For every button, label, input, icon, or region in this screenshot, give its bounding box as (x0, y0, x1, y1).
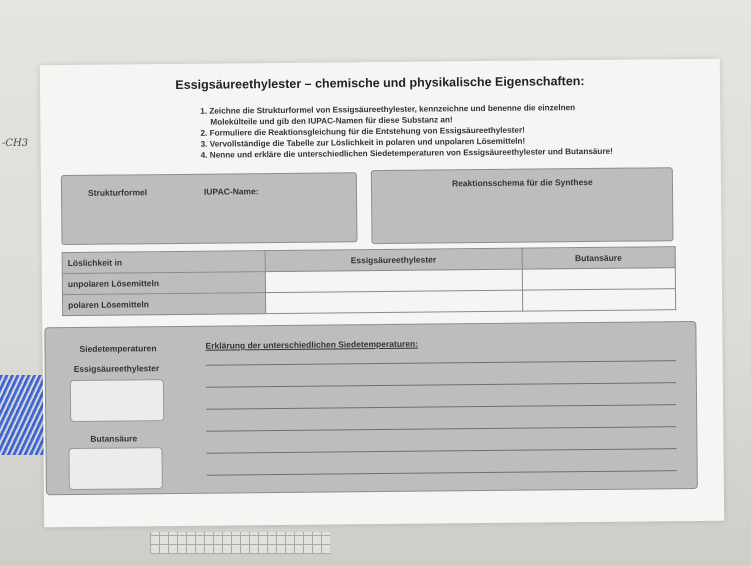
structure-formula-box[interactable] (61, 172, 358, 245)
table-row (63, 289, 676, 316)
substance-label-ester: Essigsäureethylester (73, 363, 160, 374)
answer-line[interactable] (207, 448, 677, 454)
task-1: 1. Zeichne die Strukturformel von Essigsäureethylester, kennzeichne und benenne die einzelnen (200, 103, 576, 116)
answer-line[interactable] (206, 382, 676, 388)
table-cell[interactable] (265, 269, 522, 292)
table-column-header: Butansäure (522, 247, 676, 269)
table-column-header: Essigsäureethylester (265, 248, 522, 271)
solubility-table (62, 246, 677, 316)
structure-formula-label: Strukturformel (87, 187, 148, 198)
boiling-point-input-ester[interactable] (70, 379, 164, 422)
graph-paper-strip (150, 532, 330, 554)
worksheet (40, 59, 724, 528)
table-cell[interactable] (522, 289, 676, 311)
answer-line[interactable] (206, 426, 676, 432)
table-corner-label: Löslichkeit in (62, 251, 265, 274)
table-row-label: unpolaren Lösemitteln (62, 272, 265, 295)
task-list (200, 101, 701, 161)
answer-line[interactable] (206, 404, 676, 410)
task-4: 4. Nenne und erkläre die unterschiedlichen Siedetemperaturen von Essigsäureethylester und Butansäure! (200, 146, 613, 160)
reaction-scheme-label: Reaktionsschema für die Synthese (451, 176, 593, 189)
table-cell[interactable] (265, 290, 522, 313)
iupac-name-label: IUPAC-Name: (203, 186, 259, 197)
boiling-point-section (44, 321, 698, 495)
task-3: 3. Vervollständige die Tabelle zur Löslichkeit in polaren und unpolaren Lösemitteln! (200, 136, 526, 149)
task-1-continued: Molekülteile und gib den IUPAC-Namen für diese Substanz an! (210, 115, 453, 127)
answer-line[interactable] (207, 470, 677, 476)
reaction-scheme-box[interactable] (371, 167, 674, 244)
substance-label-acid: Butansäure (90, 433, 138, 444)
table-cell[interactable] (522, 268, 676, 290)
task-2: 2. Formuliere die Reaktionsgleichung für die Entstehung von Essigsäureethylester! (200, 125, 525, 138)
worksheet-title: Essigsäureethylester – chemische und physikalische Eigenschaften: (175, 74, 585, 92)
explanation-heading: Erklärung der unterschiedlichen Siedetemperaturen: (205, 338, 419, 351)
answer-line[interactable] (206, 360, 676, 366)
margin-note: -CH3 (2, 138, 29, 149)
boiling-point-heading: Siedetemperaturen (79, 343, 157, 354)
boiling-point-input-acid[interactable] (68, 447, 162, 490)
table-row-label: polaren Lösemitteln (63, 293, 266, 316)
